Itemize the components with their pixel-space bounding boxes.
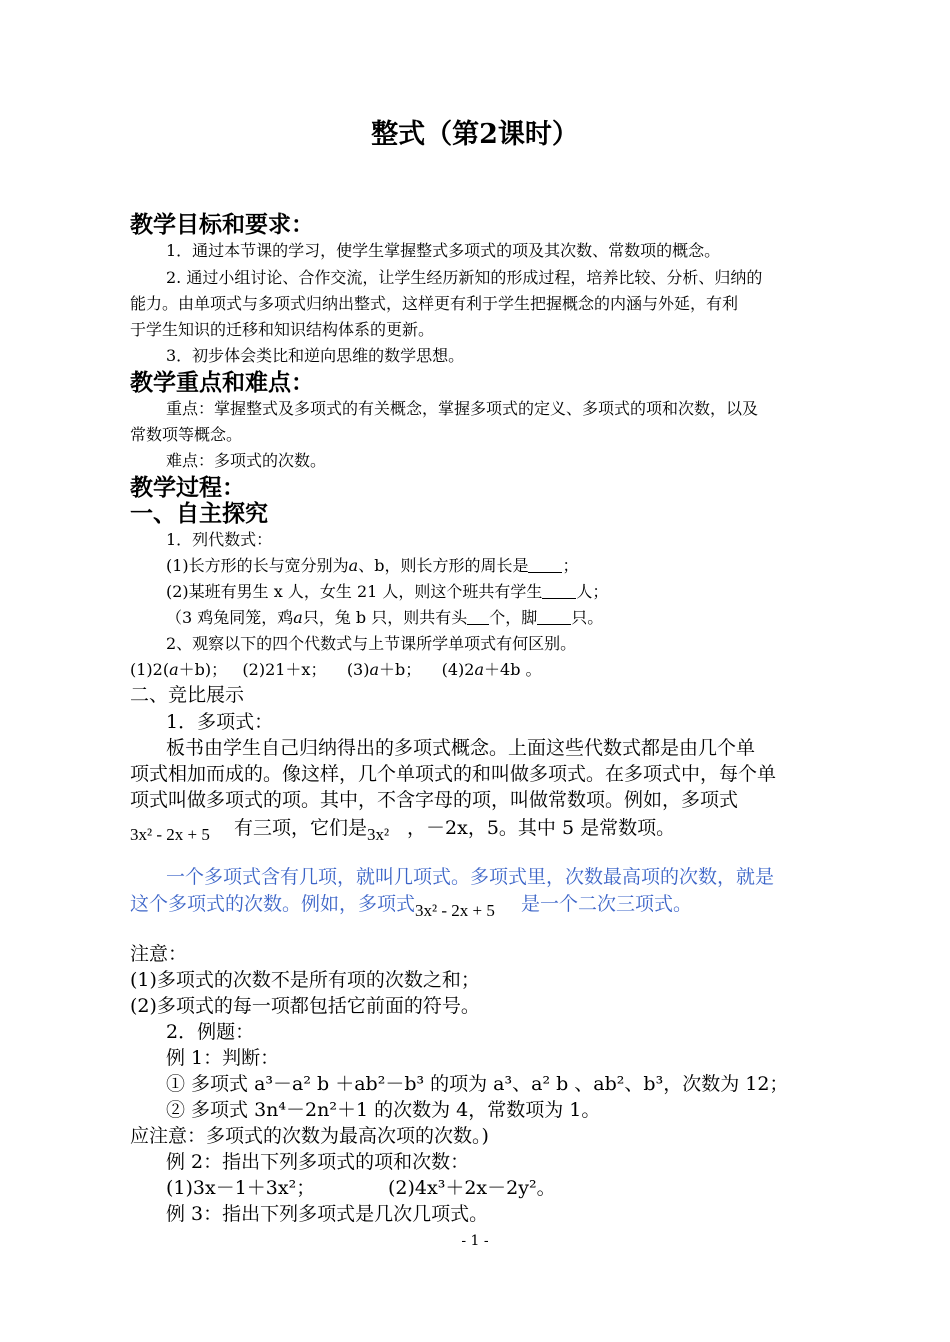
key-point-line-1: 重点：掌握整式及多项式的有关概念，掌握多项式的定义、多项式的项和次数，以及 — [166, 399, 759, 418]
goal-2-line-3: 于学生知识的迁移和知识结构体系的更新。 — [130, 320, 435, 339]
q1b-end: 人； — [576, 582, 609, 601]
var-a: a — [369, 660, 380, 679]
goal-3: 3．初步体会类比和逆向思维的数学思想。 — [166, 346, 465, 365]
para-1-text-a: 有三项，它们是 — [234, 817, 368, 839]
definition-line-1: 一个多项式含有几项，就叫几项式。多项式里，次数最高项的次数，就是 — [166, 866, 775, 888]
question-1c — [166, 605, 846, 630]
example-2: 例 2：指出下列多项式的项和次数： — [166, 1151, 470, 1173]
question-1b — [166, 579, 846, 604]
example-2-item-b: (2)4x³＋2x－2y²。 — [388, 1177, 556, 1199]
expr-2: (2)21＋x； — [242, 660, 327, 679]
goal-1: 1．通过本节课的学习，使学生掌握整式多项式的项及其次数、常数项的概念。 — [166, 241, 721, 260]
expr-1a: (1)2( — [130, 660, 170, 679]
goal-2-line-1: 2. 通过小组讨论、合作交流，让学生经历新知的形成过程，培养比较、分析、归纳的 — [166, 268, 763, 287]
expr-1b: ＋b)； — [178, 660, 228, 679]
sub-heading-examples: 2．例题： — [166, 1021, 255, 1043]
expr-3b: ＋b； — [379, 660, 422, 679]
expr-3a: (3) — [346, 660, 370, 679]
para-1-line-2: 项式相加而成的。像这样，几个单项式的和叫做多项式。在多项式中，每个单 — [130, 763, 777, 785]
page-title: 整式（第2课时） — [371, 119, 579, 150]
expressions-line — [130, 657, 846, 682]
para-1-line-3: 项式叫做多项式的项。其中，不含字母的项，叫做常数项。例如，多项式 — [130, 789, 739, 811]
var-a: a — [293, 608, 303, 627]
difficult-point: 难点：多项式的次数。 — [166, 451, 327, 470]
polynomial-expression: 3x² - 2x + 5 — [130, 825, 210, 844]
q1a-end: ； — [562, 556, 579, 575]
polynomial-expression: 3x² - 2x + 5 — [415, 901, 495, 920]
page-number: - 1 - — [461, 1233, 489, 1249]
var-a: a — [348, 556, 359, 575]
example-3: 例 3：指出下列多项式是几次几项式。 — [166, 1203, 489, 1225]
part-2-heading: 二、竞比展示 — [130, 684, 245, 706]
note-heading: 注意： — [130, 943, 188, 965]
note-1: (1)多项式的次数不是所有项的次数之和； — [130, 969, 480, 991]
q1c-text-3: 个，脚 — [489, 608, 538, 627]
answer-blank — [542, 584, 576, 599]
expr-4a: (4)2 — [441, 660, 475, 679]
key-points-heading: 教学重点和难点： — [130, 369, 314, 396]
answer-blank — [537, 610, 571, 625]
part-1-heading: 一、自主探究 — [130, 500, 268, 527]
answer-blank — [528, 558, 562, 573]
q1b-text: (2)某班有男生 x 人，女生 21 人，则这个班共有学生 — [166, 582, 543, 601]
note-2: (2)多项式的每一项都包括它前面的符号。 — [130, 995, 480, 1017]
q1c-text: （3 鸡兔同笼，鸡 — [166, 608, 294, 627]
para-1-line-1: 板书由学生自己归纳得出的多项式概念。上面这些代数式都是由几个单 — [166, 737, 756, 759]
para-1-text-b: ，－2x，5。其中 5 是常数项。 — [407, 817, 676, 839]
example-2-items — [166, 1174, 846, 1202]
goal-2-line-2: 能力。由单项式与多项式归纳出整式，这样更有利于学生把握概念的内涵与外延，有利 — [130, 294, 739, 313]
example-1: 例 1：判断： — [166, 1047, 280, 1069]
expr-4b: ＋4b 。 — [484, 660, 542, 679]
definition-line-2 — [130, 890, 846, 925]
q1a-text-2: 、b，则长方形的周长是 — [358, 556, 529, 575]
attention-note: 应注意：多项式的次数为最高次项的次数。) — [130, 1125, 489, 1147]
key-point-line-2: 常数项等概念。 — [130, 425, 243, 444]
question-2: 2、观察以下的四个代数式与上节课所学单项式有何区别。 — [166, 634, 577, 653]
example-2-item-a: (1)3x－1＋3x²； — [166, 1177, 316, 1199]
para-1-line-4 — [130, 814, 846, 849]
example-1-item-1: ① 多项式 a³－a² b ＋ab²－b³ 的项为 a³、a² b 、ab²、b³，次数为 12； — [166, 1073, 789, 1095]
goals-heading: 教学目标和要求： — [130, 211, 314, 238]
q1a-text: (1)长方形的长与宽分别为 — [166, 556, 349, 575]
term-expression: 3x² — [367, 825, 390, 844]
definition-text-b: 是一个二次三项式。 — [521, 893, 693, 915]
question-1a — [166, 553, 846, 578]
question-1: 1．列代数式： — [166, 530, 273, 549]
var-a: a — [169, 660, 179, 679]
q1c-text-2: 只，兔 b 只，则共有头 — [302, 608, 468, 627]
var-a: a — [474, 660, 485, 679]
answer-blank — [467, 610, 489, 625]
process-heading: 教学过程： — [130, 474, 245, 501]
q1c-end: 只。 — [571, 608, 604, 627]
definition-text-a: 这个多项式的次数。例如，多项式 — [130, 893, 416, 915]
sub-heading-polynomial: 1．多项式： — [166, 711, 274, 733]
example-1-item-2: ② 多项式 3n⁴－2n²＋1 的次数为 4，常数项为 1。 — [166, 1099, 601, 1121]
